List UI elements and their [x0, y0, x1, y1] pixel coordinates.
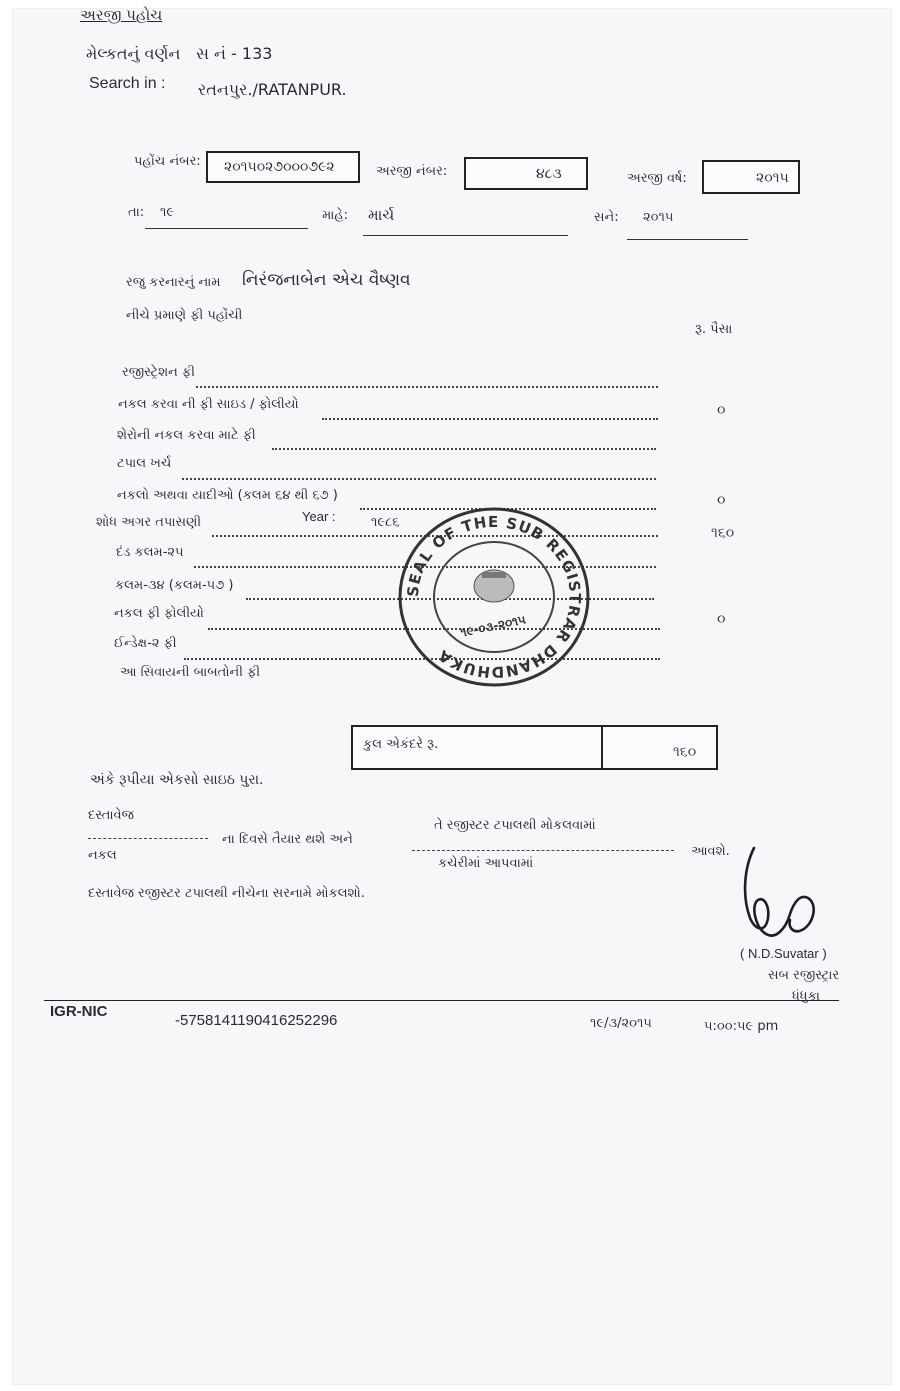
search-label: Search in :: [89, 75, 166, 92]
footer-time: ૫:૦૦:૫૯ pm: [704, 1019, 779, 1034]
total-value: ૧૬૦: [673, 744, 697, 760]
delivery-ready-text: ના દિવસે તૈયાર થશે અને: [222, 832, 353, 847]
delivery-will-text: આવશે.: [691, 844, 730, 859]
application-year-box: [702, 160, 800, 194]
applicant-name-label: રજુ કરનારનું નામ: [126, 275, 221, 290]
survey-number: સ નં - 133: [196, 44, 273, 63]
application-year-label: અરજી વર્ષ:: [627, 171, 687, 186]
footer-code: -5758141190416252296: [175, 1012, 338, 1029]
signature-stroke: [745, 848, 814, 936]
receipt-number-label: પહોંચ નંબર:: [134, 154, 201, 169]
receipt-number-value: ૨૦૧૫૦૨૭૦૦૦૭૯૨: [224, 159, 335, 175]
fee-dots: [196, 386, 658, 388]
total-divider: [601, 727, 603, 768]
search-location: રતનપુર./RATANPUR.: [198, 80, 347, 99]
fee-label-section-34: કલમ-૩૪ (કલમ-૫૭ ): [115, 578, 234, 593]
delivery-copy-label: નકલ: [88, 848, 117, 863]
year-underline: [627, 239, 748, 240]
date-label: તા:: [128, 205, 145, 220]
property-label: મેલ્કતનું વર્ણન: [86, 44, 181, 63]
receipt-number-box: [206, 151, 360, 183]
delivery-mode-blank: [412, 850, 674, 851]
fee-dots: [322, 418, 658, 420]
delivery-address-text: દસ્તાવેજ રજીસ્ટર ટપાલથી નીચેના સરનામે મોકલશો.: [88, 886, 365, 901]
footer-rule: [44, 1000, 839, 1001]
year-label: સને:: [594, 210, 619, 225]
delivery-office-text: કચેરીમાં આપવામાં: [438, 856, 534, 871]
footer-date: ૧૯/૩/૨૦૧૫: [590, 1016, 652, 1031]
fee-label-index-2: ઈન્ડેક્ષ-૨ ફી: [114, 636, 177, 651]
search-year-value: ૧૯૮૬: [371, 515, 400, 530]
signatory-office: ધંધુકા: [792, 989, 820, 1004]
fee-amount-search: ૧૬૦: [711, 525, 735, 541]
seal-emblem-icon: [474, 570, 514, 602]
handwritten-signature: [736, 840, 836, 945]
month-underline: [363, 235, 568, 236]
fee-amount-copy-folio: ૦: [717, 402, 726, 418]
signatory-designation: સબ રજીસ્ટ્રાર: [768, 968, 840, 983]
amount-in-words: અંકે રૂપીયા એકસો સાઇઠ પુરા.: [90, 772, 264, 788]
fee-label-postage: ટપાલ ખર્ચ: [117, 456, 172, 471]
application-number-box: [464, 157, 588, 190]
signatory-name: ( N.D.Suvatar ): [740, 946, 827, 961]
total-label: કુલ એકંદરે રૂ.: [363, 737, 439, 752]
year-value: ૨૦૧૫: [643, 210, 674, 225]
fee-label-copy-fee-folio: નકલ ફી ફોલીયો: [114, 606, 204, 621]
fee-amount-copies-lists: ૦: [717, 492, 726, 508]
application-year-value: ૨૦૧૫: [756, 170, 789, 186]
currency-header: રૂ. પૈસા: [695, 322, 733, 337]
month-label: માહે:: [322, 208, 348, 223]
application-number-value: ૪૮૩: [536, 166, 562, 182]
seal-ring-text: SEAL OF THE SUB REGISTRAR DHANDHUKA: [403, 512, 585, 682]
fee-intro: નીચે પ્રમાણે ફી પહોંચી: [126, 308, 243, 323]
fee-label-penalty: દંડ કલમ-૨૫: [116, 545, 184, 560]
seal-center-date: ૧૯-૦૩-૨૦૧૫: [459, 612, 528, 640]
application-number-label: અરજી નંબર:: [376, 164, 448, 179]
delivery-doc-label: દસ્તાવેજ: [88, 808, 134, 823]
date-value: ૧૯: [160, 205, 175, 220]
applicant-name-value: નિરંજનાબેન એચ વૈષ્ણવ: [242, 270, 411, 290]
fee-label-registration: રજીસ્ટ્રેશન ફી: [122, 365, 195, 380]
delivery-post-text: તે રજીસ્ટર ટપાલથી મોકલવામાં: [434, 818, 596, 833]
fee-label-copies-lists: નકલો અથવા યાદીઓ (કલમ ૬૪ થી ૬૭ ): [117, 488, 338, 503]
total-box: [351, 725, 718, 770]
fee-label-search: શોધ અગર તપાસણી: [96, 515, 202, 530]
fee-label-share-copy: શેરોની નકલ કરવા માટે ફી: [117, 428, 256, 443]
fee-label-other: આ સિવાયની બાબતોની ફી: [120, 665, 261, 680]
fee-dots: [182, 478, 656, 480]
form-title: અરજી પહોચ: [80, 6, 163, 24]
fee-amount-copy-fee-folio: ૦: [717, 611, 726, 627]
footer-system: IGR-NIC: [50, 1003, 108, 1020]
fee-dots: [272, 448, 656, 450]
seal-stamp: [394, 504, 594, 690]
delivery-date-blank: [88, 838, 208, 839]
fee-label-copy-folio: નકલ કરવા ની ફી સાઇડ / ફોલીયો: [118, 397, 299, 412]
month-value: માર્ચ: [368, 206, 395, 224]
date-underline: [145, 228, 308, 229]
search-year-label: Year :: [302, 509, 336, 524]
